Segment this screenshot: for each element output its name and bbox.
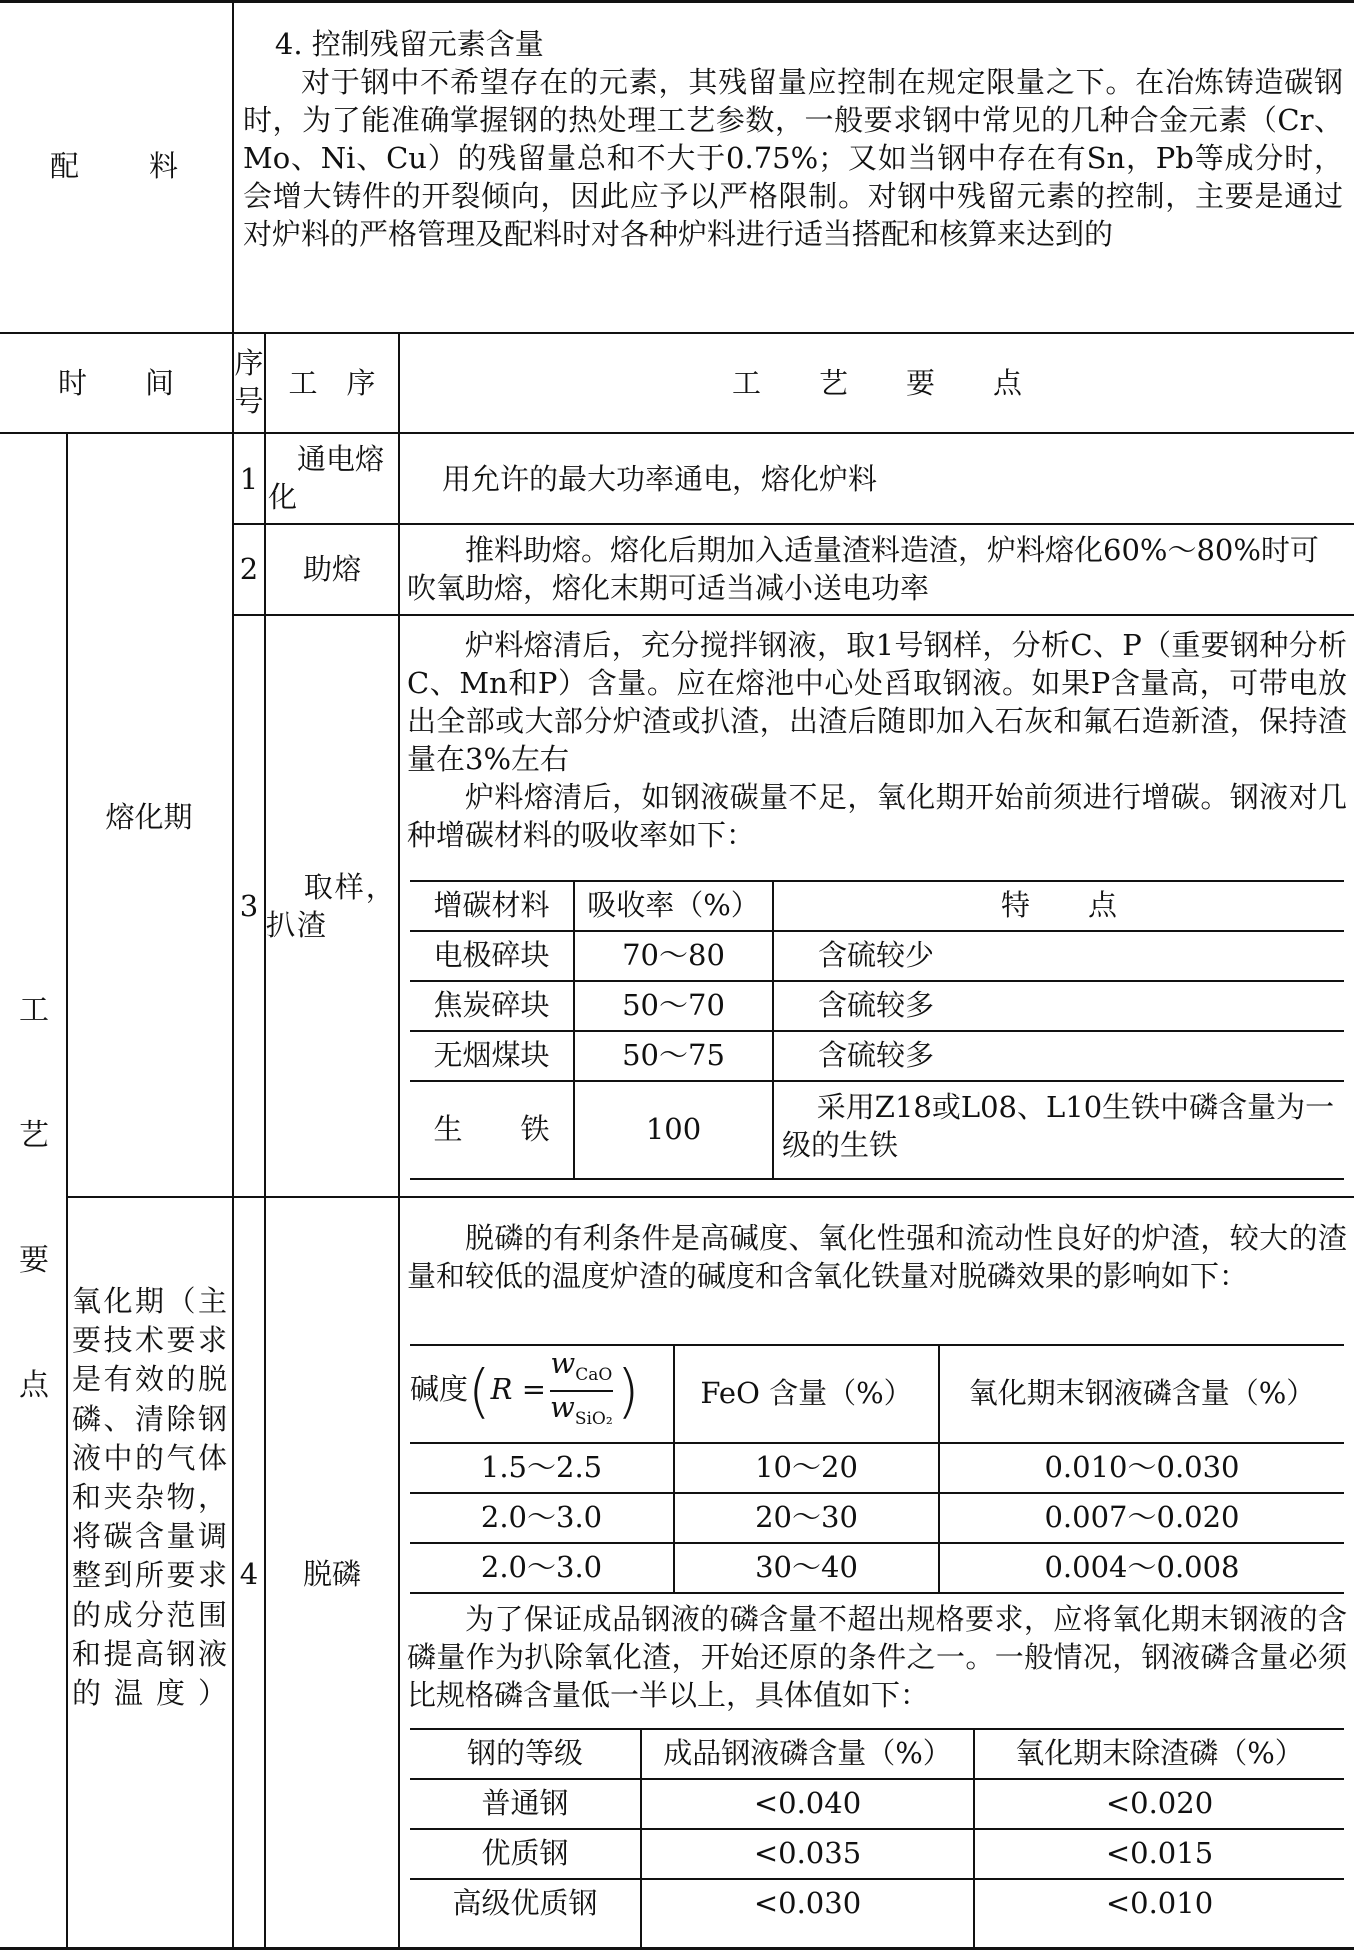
rule-col-main [232,0,234,1949]
step4-text-2 [407,1600,1347,1714]
period-melting: 熔化期 [105,800,193,834]
carbon-row2-material: 焦炭碎块 [433,988,550,1022]
formula-lhs: R = [490,1371,547,1406]
phos-rule-3 [410,1542,1344,1544]
formula-num-var: w [550,1346,576,1380]
carbon-header-material: 增碳材料 [433,888,550,922]
period-oxidation: 氧化期（主要技术要求是有效的脱磷、清除钢液中的气体和夹杂物，将碳含量调整到所要求的成分范围和提高钢液的温度） [72,1284,227,1711]
grade-row1-level: 普通钢 [481,1786,569,1820]
step2-text [407,531,1347,607]
rule-step2-bottom [232,614,1354,616]
carbon-row3-material: 无烟煤块 [433,1038,550,1072]
side-label-2: 艺 [19,1118,49,1153]
grade-header-product-p: 成品钢液磷含量（%） [663,1736,952,1770]
step3-text [407,626,1347,854]
phos-rule-2 [410,1492,1344,1494]
grade-row3-product-p: <0.030 [753,1886,862,1920]
phos-row1-p: 0.010～0.030 [1044,1450,1240,1484]
side-label-1: 工 [19,993,49,1028]
ingredients-text [243,25,1343,253]
carbon-row1-rate: 70～80 [622,938,725,972]
formula-den-sub: SiO₂ [574,1408,613,1429]
ingredients-label: 配 料 [49,149,182,183]
step1-name: 通电熔化 [268,442,385,514]
rule-col-process [398,332,400,1949]
header-process: 工 序 [288,366,376,400]
phos-header-p: 氧化期末钢液磷含量（%） [968,1376,1316,1410]
step3-name: 取样，扒渣 [266,870,397,942]
phos-row1-feo: 10～20 [755,1450,858,1484]
formula-den-var: w [550,1389,575,1424]
step1-seq: 1 [239,462,259,496]
carbon-row3-feature: 含硫较多 [818,1038,935,1072]
basicity-label: 碱度 [410,1371,469,1406]
ingredients-heading: 4. 控制残留元素含量 [274,27,544,61]
formula-paren-left: ( [468,1356,491,1425]
basicity-formula [410,1348,639,1434]
header-points: 工 艺 要 点 [731,366,1022,400]
step3-paragraph-1: 炉料熔清后，充分搅拌钢液，取1号钢样，分析C、P（重要钢种分析C、Mn和P）含量。应在熔池中心处舀取钢液。如果P含量高，可带电放出全部或大部分炉渣或扒渣，出渣后随即加入石灰和氟石造新渣，保持渣量在3%左右 [407,628,1347,776]
step4-paragraph-2: 为了保证成品钢液的磷含量不超出规格要求，应将氧化期末钢液的含磷量作为扒除氧化渣，开始还原的条件之一。一般情况，钢液磷含量必须比规格磷含量低一半以上，具体值如下： [407,1602,1347,1712]
formula-numerator [550,1348,613,1392]
side-label-3: 要 [19,1243,49,1278]
formula-denominator [550,1389,613,1434]
step4-paragraph-1: 脱磷的有利条件是高碱度、氧化性强和流动性良好的炉渣，较大的渣量和较低的温度炉渣的碱度和含氧化铁量对脱磷效果的影响如下： [407,1221,1347,1293]
carbon-rule-4 [410,1080,1344,1082]
carbon-rule-top [410,880,1344,882]
grade-header-slag-p: 氧化期末除渣磷（%） [1015,1736,1304,1770]
grade-rule-3 [410,1878,1344,1880]
step2-paragraph: 推料助熔。熔化后期加入适量渣料造渣，炉料熔化60%～80%时可吹氧助熔，熔化末期可适当减小送电功率 [407,533,1319,605]
carbon-header-rate: 吸收率（%） [587,888,760,922]
carbon-rule-bottom [410,1178,1344,1180]
phos-row2-p: 0.007～0.020 [1044,1500,1240,1534]
formula-fraction [550,1348,613,1434]
grade-row1-product-p: <0.040 [753,1786,862,1820]
phos-row3-p: 0.004～0.008 [1044,1550,1240,1584]
phos-row3-basicity: 2.0～3.0 [480,1550,603,1584]
carbon-row4-material: 生 铁 [433,1112,550,1146]
step4-name: 脱磷 [302,1557,361,1591]
carbon-col-2 [772,880,774,1178]
carbon-row4-feature: 采用Z18或L08、L10生铁中磷含量为一级的生铁 [782,1090,1335,1162]
step4-seq: 4 [239,1557,259,1591]
carbon-row3-rate: 50～75 [622,1038,725,1072]
phos-rule-bottom [410,1592,1344,1594]
formula-num-sub: CaO [575,1364,613,1385]
step3-seq: 3 [239,889,259,923]
rule-melting-bottom [66,1196,1354,1198]
formula-paren-right: ) [616,1356,640,1425]
grade-row2-slag-p: <0.015 [1105,1836,1214,1870]
step4-text-1 [407,1219,1347,1295]
phos-row3-feo: 30～40 [755,1550,858,1584]
side-label-4: 点 [19,1368,49,1403]
step2-seq: 2 [239,552,259,586]
grade-row3-slag-p: <0.010 [1105,1886,1214,1920]
grade-rule-1 [410,1778,1344,1780]
grade-rule-2 [410,1828,1344,1830]
phos-rule-1 [410,1442,1344,1444]
carbon-rule-1 [410,930,1344,932]
carbon-row1-material: 电极碎块 [433,938,550,972]
header-seq: 序号 [234,346,264,418]
rule-col-side [66,432,68,1949]
step1-text: 用允许的最大功率通电，熔化炉料 [442,462,878,496]
grade-row3-level: 高级优质钢 [452,1886,598,1920]
rule-bottom [0,1947,1354,1950]
phos-row2-feo: 20～30 [755,1500,858,1534]
rule-header-bottom [0,432,1354,434]
rule-top [0,0,1354,3]
carbon-row2-feature: 含硫较多 [818,988,935,1022]
step2-name: 助熔 [302,552,361,586]
carbon-row2-rate: 50～70 [622,988,725,1022]
grade-row1-slag-p: <0.020 [1105,1786,1214,1820]
carbon-row4-rate: 100 [645,1112,702,1146]
carbon-row1-feature: 含硫较少 [818,938,935,972]
carbon-rule-2 [410,980,1344,982]
grade-header-level: 钢的等级 [466,1736,583,1770]
carbon-header-feature: 特 点 [1000,888,1117,922]
grade-rule-top [410,1728,1344,1730]
step3-paragraph-2: 炉料熔清后，如钢液碳量不足，氧化期开始前须进行增碳。钢液对几种增碳材料的吸收率如下： [407,780,1347,852]
header-time: 时 间 [57,366,174,400]
phos-row1-basicity: 1.5～2.5 [480,1450,603,1484]
ingredients-paragraph: 对于钢中不希望存在的元素，其残留量应控制在规定限量之下。在冶炼铸造碳钢时，为了能准确掌握钢的热处理工艺参数，一般要求钢中常见的几种合金元素（Cr、Mo、Ni、Cu）的残留量总和不大于0.75%；又如当钢中存在有Sn，Pb等成分时，会增大铸件的开裂倾向，因此应予以严格限制。对钢中残留元素的控制，主要是通过对炉料的严格管理及配料时对各种炉料进行适当搭配和核算来达到的 [243,65,1343,251]
phos-header-feo: FeO 含量（%） [700,1376,913,1410]
rule-ingredients-bottom [0,332,1354,334]
grade-row2-product-p: <0.035 [753,1836,862,1870]
carbon-rule-3 [410,1030,1344,1032]
grade-row2-level: 优质钢 [481,1836,569,1870]
rule-step1-bottom [232,523,1354,525]
phos-row2-basicity: 2.0～3.0 [480,1500,603,1534]
